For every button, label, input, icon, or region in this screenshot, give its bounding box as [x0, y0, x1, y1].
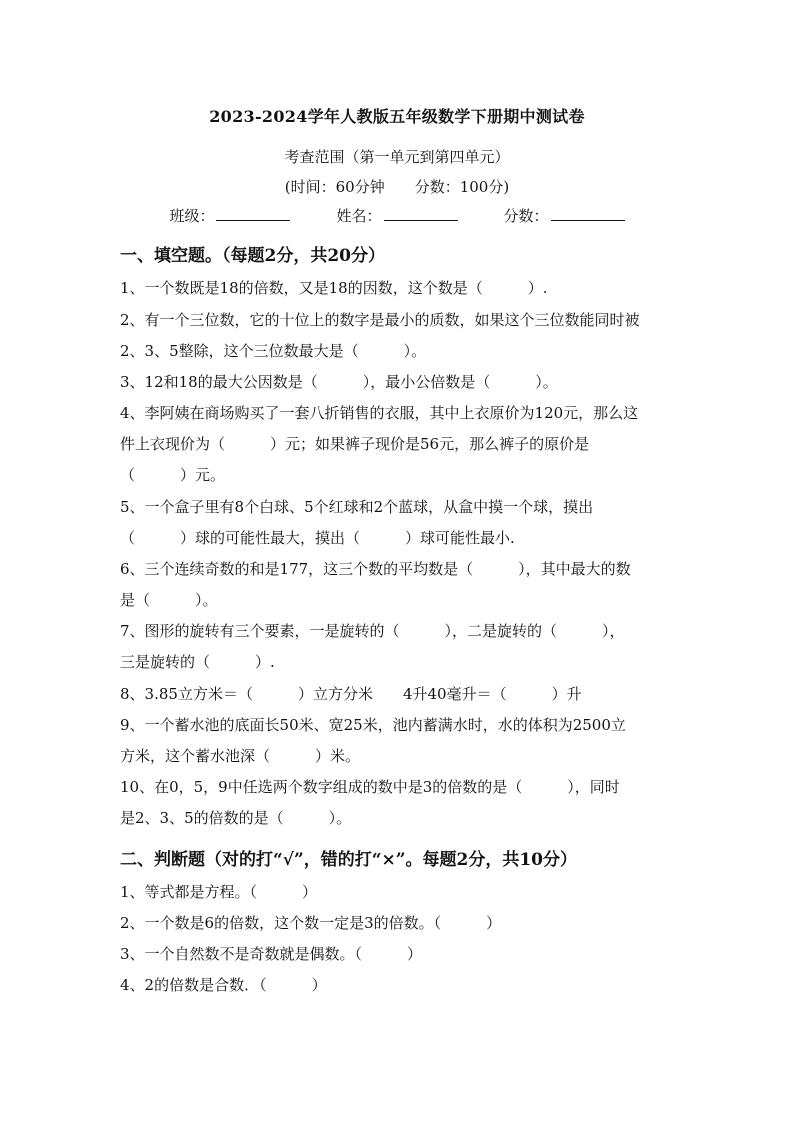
class-label: 班级：: [169, 207, 215, 225]
exam-title: 2023-2024学年人教版五年级数学下册期中测试卷: [209, 107, 585, 126]
name-blank: [384, 206, 458, 221]
student-info-row: [0, 205, 794, 226]
question-line: 三是旋转的（ ）.: [120, 653, 275, 671]
score-label: 分数：: [503, 207, 549, 225]
class-blank: [216, 206, 290, 221]
question-line: 6、三个连续奇数的和是177，这三个数的平均数是（ ），其中最大的数: [120, 560, 631, 578]
question-line: 3、12和18的最大公因数是（ ），最小公倍数是（ ）。: [120, 373, 558, 391]
question-line: 是（ ）。: [120, 591, 218, 609]
question-line: 4、李阿姨在商场购买了一套八折销售的衣服，其中上衣原价为120元，那么这: [120, 404, 639, 422]
question-line: 2、一个数是6的倍数，这个数一定是3的倍数。（ ）: [120, 914, 502, 932]
question-line: 2、有一个三位数，它的十位上的数字是最小的质数，如果这个三位数能同时被: [120, 311, 640, 329]
score-blank: [551, 206, 625, 221]
section-heading-fill-blank: 一、填空题。（每题2分，共20分）: [120, 246, 385, 266]
question-line: 8、3.85立方米＝（ ）立方分米 4升40毫升＝（ ）升: [120, 685, 582, 703]
score-field: [504, 205, 625, 226]
section-heading-true-false: 二、判断题（对的打“√”，错的打“×”。每题2分，共10分）: [120, 850, 578, 870]
question-line: 5、一个盒子里有8个白球、5个红球和2个蓝球，从盒中摸一个球，摸出: [120, 498, 594, 516]
question-line: 10、在0，5，9中任选两个数字组成的数中是3的倍数的是（ ），同时: [120, 778, 620, 796]
exam-scope: 考查范围（第一单元到第四单元）: [284, 148, 510, 166]
question-line: 7、图形的旋转有三个要素，一是旋转的（ ），二是旋转的（ ），: [120, 622, 625, 640]
question-line: 2、3、5整除，这个三位数最大是（ ）。: [120, 342, 427, 360]
name-label: 姓名：: [336, 207, 382, 225]
question-line: （ ）元。: [120, 466, 226, 484]
question-line: 1、等式都是方程。（ ）: [120, 883, 318, 901]
question-line: 9、一个蓄水池的底面长50米、宽25米，池内蓄满水时，水的体积为2500立: [120, 716, 626, 734]
question-line: 件上衣现价为（ ）元；如果裤子现价是56元，那么裤子的原价是: [120, 435, 590, 453]
class-field: [169, 205, 290, 226]
question-line: 是2、3、5的倍数的是（ ）。: [120, 809, 352, 827]
question-line: 1、一个数既是18的倍数，又是18的因数，这个数是（ ）.: [120, 279, 548, 297]
exam-time-score: (时间：60分钟 分数：100分): [284, 178, 510, 196]
question-line: （ ）球的可能性最大，摸出（ ）球可能性最小.: [120, 529, 515, 547]
name-field: [336, 205, 457, 226]
question-line: 4、2的倍数是合数．（ ）: [120, 976, 327, 994]
question-line: 方米，这个蓄水池深（ ）米。: [120, 747, 361, 765]
question-line: 3、一个自然数不是奇数就是偶数。（ ）: [120, 945, 423, 963]
